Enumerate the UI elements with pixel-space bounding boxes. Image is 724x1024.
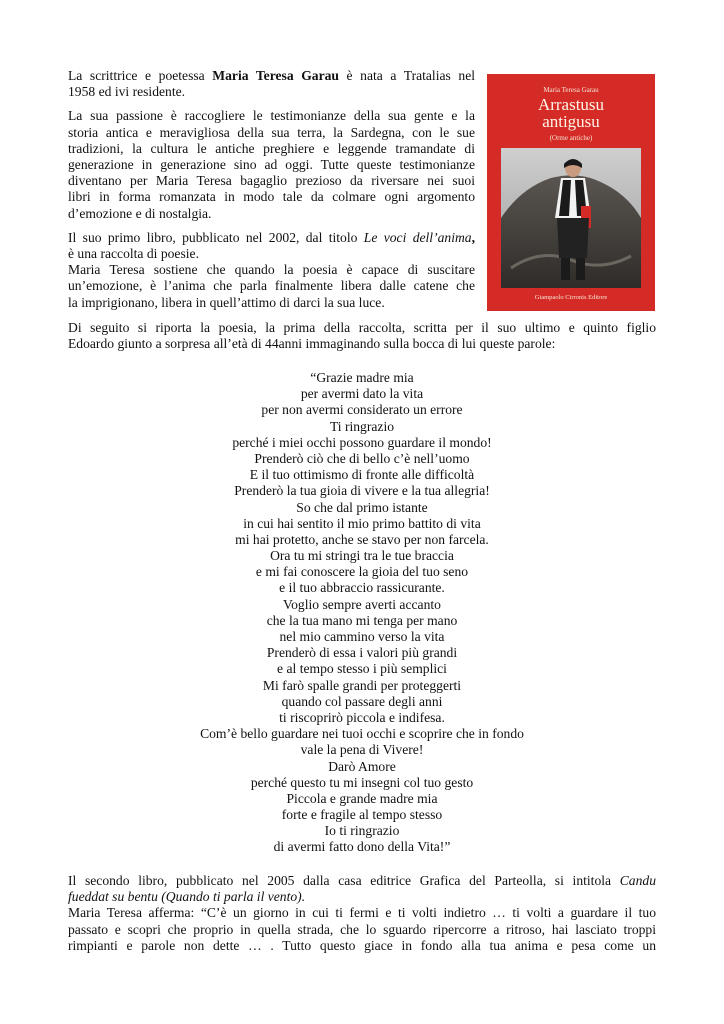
text-line: generazione in generazione sino ad oggi. Tutte queste testimonianze xyxy=(68,157,475,173)
poem-line: di avermi fatto dono della Vita!” xyxy=(273,839,451,855)
text-line: d’emozione e di nostalgia. xyxy=(68,205,212,221)
intro-paragraph-3 xyxy=(68,230,475,262)
text-line: La scrittrice e poetessa Maria Teresa Garau è nata a Tratalias nel xyxy=(68,68,475,83)
book-title-1: Le voci dell’anima xyxy=(363,229,472,245)
poem-line: Prenderò ciò che di bello c’è nell’uomo xyxy=(254,450,470,466)
poem-line: perché i miei occhi possono guardare il mondo! xyxy=(232,434,492,450)
book-cover-image xyxy=(487,74,655,311)
poem-line: per avermi dato la vita xyxy=(300,386,424,402)
poem-line: “Grazie madre mia xyxy=(310,370,414,385)
poem-line: e mi fai conoscere la gioia del tuo seno xyxy=(255,564,469,580)
intro-text xyxy=(68,68,475,311)
book-title-2: Candu xyxy=(619,873,656,888)
poem-line: nel mio cammino verso la vita xyxy=(279,629,445,644)
text-line: Il secondo libro, pubblicato nel 2005 dalla casa editrice Grafica del Parteolla, si intitola Candu xyxy=(68,873,656,888)
text-line: rimpianti e parole non dette … . Tutto questo giace in fondo alla tua anima e pesa come un xyxy=(68,937,656,953)
cover-photo xyxy=(501,148,641,288)
poem-line: So che dal primo istante xyxy=(296,499,428,515)
book-title-2-continued: fueddat su bentu (Quando ti parla il vento). xyxy=(68,889,306,905)
text-line xyxy=(68,889,656,905)
poem-line: Prenderò la tua gioia di vivere e la tua allegria! xyxy=(234,483,490,499)
text-line: La sua passione è raccogliere le testimonianze della sua gente e la xyxy=(68,108,475,124)
text-line: la imprigionano, libera in quell’attimo di darci la sua luce. xyxy=(68,294,385,310)
text-line: storia antica e meravigliosa della sua terra, la Sardegna, con le sue xyxy=(68,124,475,140)
poem-line: che la tua mano mi tenga per mano xyxy=(266,612,458,628)
poem-line: Mi farò spalle grandi per proteggerti xyxy=(262,677,462,693)
poem-line: Ti ringrazio xyxy=(329,418,395,434)
poem-line: Prenderò di essa i valori più grandi xyxy=(266,645,458,661)
poem-line: e al tempo stesso i più semplici xyxy=(277,661,447,677)
poem-line: Ora tu mi stringi tra le tue braccia xyxy=(270,548,454,564)
text-line: libri in forma romanzata in modo tale da colmare ogni argomento xyxy=(68,189,475,205)
cover-author: Maria Teresa Garau xyxy=(543,86,599,94)
person-on-rock-illustration xyxy=(501,148,641,288)
poem-line: in cui hai sentito il mio primo battito di vita xyxy=(243,515,481,531)
poem-line: per non avermi considerato un errore xyxy=(261,402,463,418)
poem-line: Darò Amore xyxy=(328,758,396,774)
poem-line: mi hai protetto, anche se stavo per non farcela. xyxy=(235,531,489,547)
text-line: Maria Teresa afferma: “C’è un giorno in cui ti fermi e ti volti indietro … ti volti a guardare il tuo xyxy=(68,905,656,921)
text-line: Edoardo giunto a sorpresa all’età di 44anni immaginando sulla bocca di lui queste parole: xyxy=(68,336,556,352)
text-line: Maria Teresa sostiene che quando la poesia è capace di suscitare xyxy=(68,262,475,278)
poem-line: Piccola e grande madre mia xyxy=(286,790,438,806)
poem-line: e il tuo abbraccio rassicurante. xyxy=(279,580,445,596)
poem-line: forte e fragile al tempo stesso xyxy=(281,807,443,823)
text-line: è una raccolta di poesie. xyxy=(68,246,199,262)
intro-paragraph-4 xyxy=(68,262,475,311)
author-name: Maria Teresa Garau xyxy=(212,68,339,83)
text-line: tradizioni, la cultura le antiche preghiere e leggende tramandate di xyxy=(68,140,475,156)
poem-line: Com’è bello guardare nei tuoi occhi e scoprire che in fondo xyxy=(200,726,524,742)
poem-line: ti riscoprirò piccola e indifesa. xyxy=(279,709,445,725)
text-line: Di seguito si riporta la poesia, la prima della raccolta, scritta per il suo ultimo e quinto figlio xyxy=(68,320,656,335)
intro-paragraph-1 xyxy=(68,68,475,100)
outro-paragraph-2 xyxy=(68,905,656,954)
cover-publisher: Giampaolo Cirronis Editore xyxy=(534,294,608,301)
poem-line: quando col passare degli anni xyxy=(281,693,443,709)
poem-line: E il tuo ottimismo di fronte alle difficoltà xyxy=(249,467,475,483)
outro-paragraph-1 xyxy=(68,873,656,905)
text-line: diventano per Maria Teresa bagaglio prezioso da riversare nei suoi xyxy=(68,173,475,189)
text-line: Il suo primo libro, pubblicato nel 2002, dal titolo Le voci dell’anima, xyxy=(68,229,475,245)
poem-line: perché questo tu mi insegni col tuo gesto xyxy=(250,774,474,790)
poem-introduction xyxy=(68,320,656,352)
poem-line: vale la pena di Vivere! xyxy=(300,742,424,758)
outro-text xyxy=(68,873,656,954)
text-line: un’emozione, è l’anima che parla finalmente libera dalle catene che xyxy=(68,278,475,294)
intro-paragraph-2 xyxy=(68,108,475,221)
poem-line: Voglio sempre averti accanto xyxy=(283,596,441,612)
cover-subtitle: (Orme antiche) xyxy=(549,134,593,142)
text-line: 1958 ed ivi residente. xyxy=(68,84,186,100)
cover-title: Arrastusu antigusu xyxy=(537,95,605,131)
poem xyxy=(68,370,656,856)
poem-line: Io ti ringrazio xyxy=(324,823,400,839)
text-line: passato e scopri che proprio in quella strada, che lo sguardo ripercorre a ritroso, hai lasciato troppi xyxy=(68,921,656,937)
